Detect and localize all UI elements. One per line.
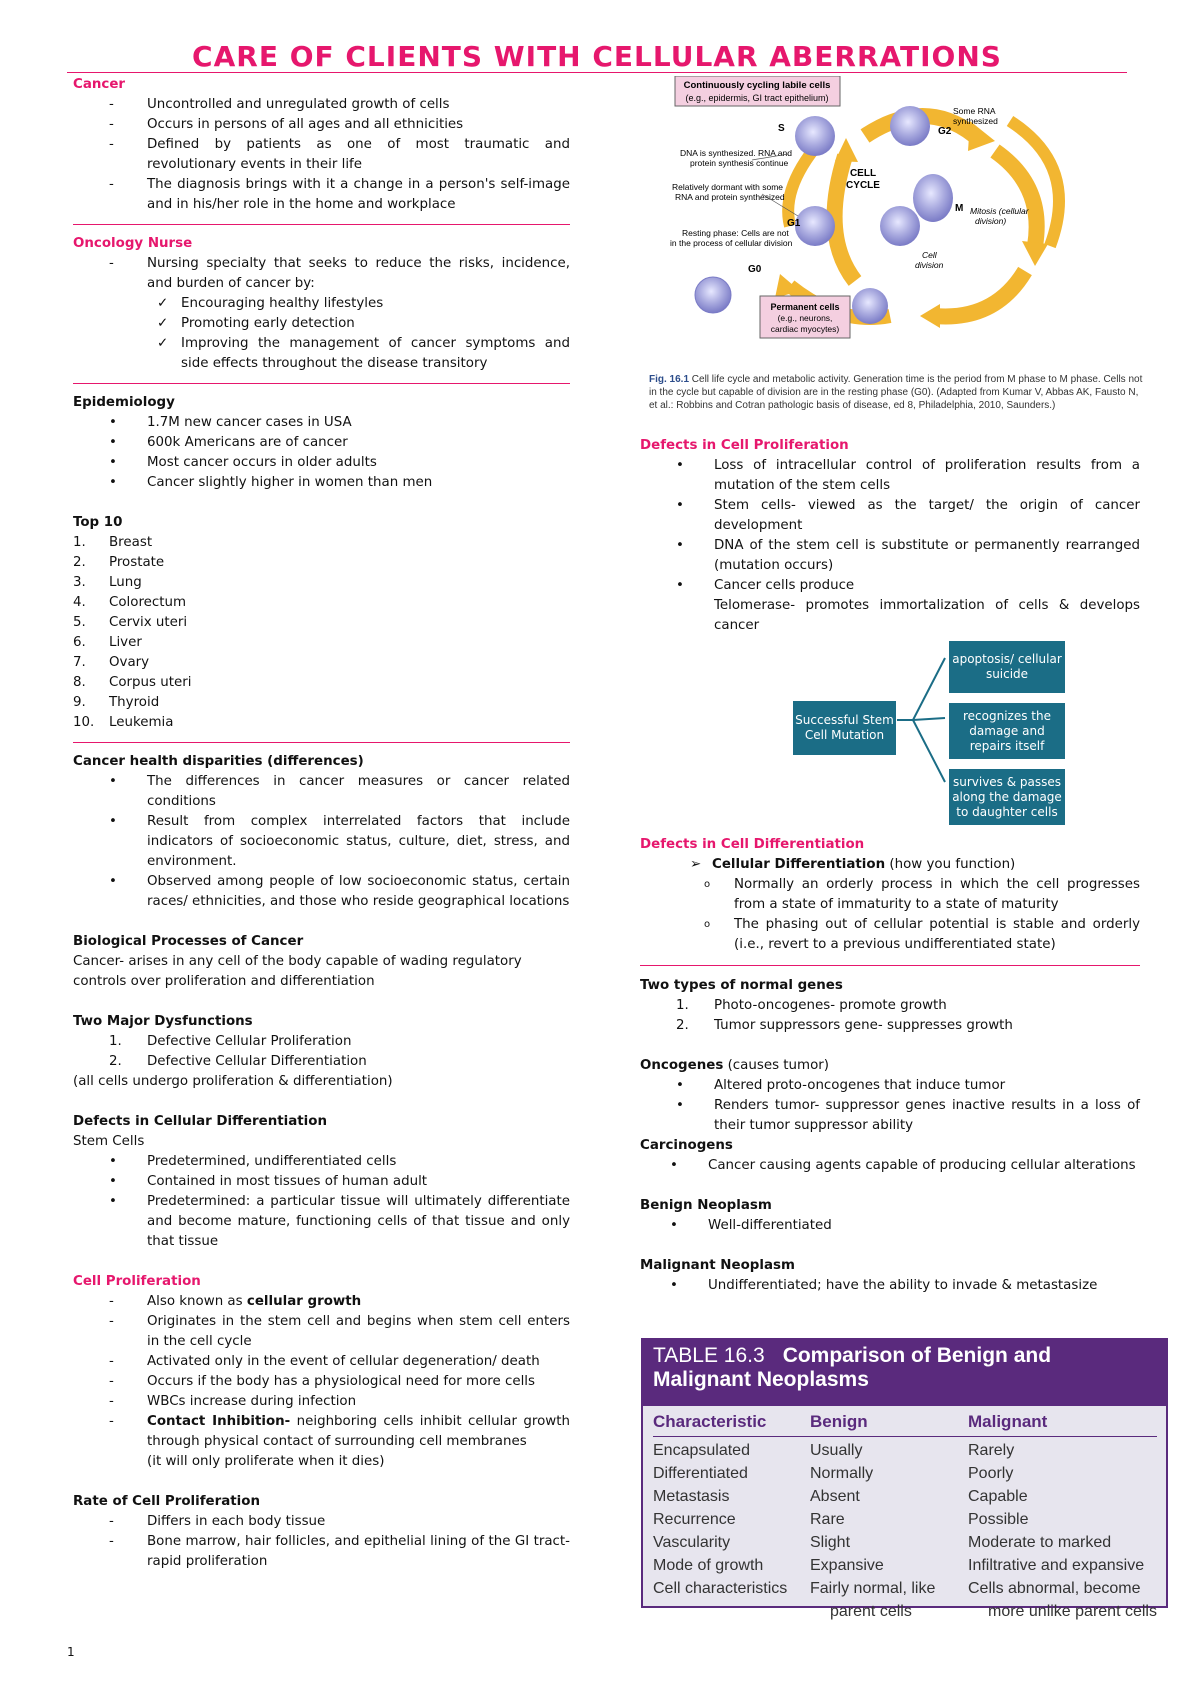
biological-heading: Biological Processes of Cancer: [73, 934, 304, 949]
cycle-center-label: CELL: [849, 168, 877, 179]
flow-root: Successful Stem Cell Mutation: [792, 700, 897, 756]
defects-cell-diff-heading: Defects in Cell Differentiation: [640, 837, 865, 852]
list-item: 3. Lung: [73, 575, 142, 590]
list-item: 4. Colorectum: [73, 595, 187, 610]
list-item: 2. Prostate: [73, 555, 165, 570]
malignant-list: [634, 1276, 1140, 1296]
title-rule: [67, 72, 1127, 73]
list-item: o Normally an orderly process in which the cell progresses from a state of immaturity to a state of maturity: [640, 875, 1140, 915]
list-item: • Predetermined: a particular tissue will ultimately differentiate and become mature, functioning cells of that tissue and only that tissue: [73, 1192, 570, 1252]
figure-caption: Fig. 16.1 Cell life cycle and metabolic activity. Generation time is the period from M phase to M phase. Cells not in the cycle but capable of division are in the resting phase (G0). (Adapted from Kumar V, Abbas AK, Fausto N, et al.: Robbins and Cotran pathologic basis of disease, ed 8, Philadelphia, 2010, Saunders.): [649, 374, 1143, 411]
list-item: • Undifferentiated; have the ability to invade & metastasize: [634, 1276, 1140, 1296]
list-item: - Uncontrolled and unregulated growth of cells: [73, 95, 570, 115]
list-item: - Differs in each body tissue: [73, 1512, 570, 1532]
flow-branch-apoptosis: apoptosis/ cellular suicide: [948, 640, 1066, 694]
cell-proliferation-heading: Cell Proliferation: [73, 1274, 201, 1289]
oncogenes-list: [640, 1076, 1140, 1136]
two-types-heading: Two types of normal genes: [640, 978, 843, 993]
list-item: 1. Photo-oncogenes- promote growth: [676, 998, 947, 1013]
top10-heading: Top 10: [73, 515, 123, 530]
oncology-nurse-heading: Oncology Nurse: [73, 236, 193, 251]
column-header: Characteristic: [653, 1412, 767, 1431]
cellular-differentiation-list: [640, 855, 1140, 875]
list-item: 1. Breast: [73, 535, 153, 550]
page-number: 1: [67, 1645, 75, 1659]
list-item: - Occurs if the body has a physiological need for more cells: [73, 1372, 570, 1392]
arrow-head: [1022, 241, 1048, 266]
permanent-cells-sub-2: cardiac myocytes): [770, 324, 840, 334]
list-item: • Cancer slightly higher in women than men: [73, 473, 570, 493]
cell-cycle-figure: [650, 76, 1160, 371]
cell-proliferation-list: [73, 1292, 570, 1472]
two-major-heading: Two Major Dysfunctions: [73, 1014, 253, 1029]
defects-proliferation-list: [640, 456, 1140, 636]
cancer-list: [73, 95, 570, 215]
rate-heading: Rate of Cell Proliferation: [73, 1494, 260, 1509]
flow-branch-survives: survives & passes along the damage to daughter cells: [948, 768, 1066, 826]
list-item: 5. Cervix uteri: [73, 615, 188, 630]
malignant-heading: Malignant Neoplasm: [640, 1258, 795, 1273]
list-item: 8. Corpus uteri: [73, 675, 192, 690]
list-item: 1. Defective Cellular Proliferation: [109, 1034, 352, 1049]
defects-diff-heading: Defects in Cellular Differentiation: [73, 1114, 327, 1129]
cell-g1: [795, 206, 835, 246]
list-item: • The differences in cancer measures or cancer related conditions: [73, 772, 570, 812]
list-item: • Loss of intracellular control of proliferation results from a mutation of the stem cells: [640, 456, 1140, 496]
list-item: 10. Leukemia: [73, 715, 174, 730]
list-item: • Cancer cells produce Telomerase- promotes immortalization of cells & develops cancer: [640, 576, 1140, 636]
cell-g2: [890, 106, 930, 146]
list-item: • DNA of the stem cell is substitute or permanently rearranged (mutation occurs): [640, 536, 1140, 576]
rate-list: [73, 1512, 570, 1572]
section-divider: [73, 224, 570, 225]
comparison-table: TABLE 16.3 Comparison of Benign and Malignant Neoplasms Characteristic Benign Malignant Encapsulated Usually Rarely Differentiated Normally Poorly Metastasis Absent Capable Recurrence Rare Possible Vascularity Slight Moderate to marked Mode of growth Expansive Infiltrative and expansive Cell characteristics Fairly normal, like Cells abnormal, become parent cells more unlike parent cells: [641, 1338, 1168, 1608]
two-major-list: [73, 1032, 570, 1072]
benign-heading: Benign Neoplasm: [640, 1198, 772, 1213]
list-item: • Observed among people of low socioeconomic status, certain races/ ethnicities, and those who reside geographical locations: [73, 872, 570, 912]
epidemiology-list: [73, 413, 570, 493]
left-column: [73, 75, 570, 1572]
table-title-2: Malignant Neoplasms: [653, 1368, 869, 1391]
label-mitosis-2: division): [975, 216, 1007, 226]
carcinogens-list: [634, 1156, 1140, 1176]
cell-division: [880, 206, 920, 246]
label-some-rna: Some RNA: [953, 106, 996, 116]
section-divider: [640, 965, 1140, 966]
list-item: • Contained in most tissues of human adult: [73, 1172, 570, 1192]
label-resting: Resting phase: Cells are not: [682, 228, 789, 238]
list-item: - WBCs increase during infection: [73, 1392, 570, 1412]
right-column-top: [640, 436, 1140, 636]
cell-s: [795, 116, 835, 156]
arrow-head: [920, 304, 940, 328]
list-item: - Nursing specialty that seeks to reduce the risks, incidence, and burden of cancer by:: [73, 254, 570, 294]
column-header: Malignant: [968, 1412, 1048, 1431]
page-title: CARE OF CLIENTS WITH CELLULAR ABERRATIONS: [192, 40, 1002, 73]
disparities-list: [73, 772, 570, 912]
list-item: - Activated only in the event of cellular degeneration/ death: [73, 1352, 570, 1372]
biological-text: Cancer- arises in any cell of the body capable of wading regulatory controls over proliferation and differentiation: [73, 954, 522, 989]
list-item: • 1.7M new cancer cases in USA: [73, 413, 570, 433]
label-mitosis: Mitosis (cellular: [970, 206, 1029, 216]
list-item: - Contact Inhibition- neighboring cells inhibit cellular growth through physical contact of surrounding cell membranes (it will only proliferate when it dies): [73, 1412, 570, 1472]
labile-cells-label: Continuously cycling labile cells: [683, 80, 831, 91]
list-item: • Renders tumor- suppressor genes inactive results in a loss of their tumor suppressor ability: [640, 1096, 1140, 1136]
flow-branch-repair: recognizes the damage and repairs itself: [948, 702, 1066, 760]
list-item: 7. Ovary: [73, 655, 150, 670]
label-some-rna-2: synthesized: [953, 116, 998, 126]
list-item: • Altered proto-oncogenes that induce tumor: [640, 1076, 1140, 1096]
list-item: 2. Tumor suppressors gene- suppresses growth: [676, 1018, 1013, 1033]
permanent-cells-label: Permanent cells: [770, 302, 840, 312]
list-item: - Defined by patients as one of most traumatic and revolutionary events in their life: [73, 135, 570, 175]
list-item: - Also known as cellular growth: [73, 1292, 570, 1312]
table-label: TABLE 16.3: [653, 1344, 765, 1367]
cellular-differentiation-sublist: [640, 875, 1140, 955]
right-column-bottom: [640, 835, 1140, 1296]
list-item: 2. Defective Cellular Differentiation: [109, 1054, 367, 1069]
list-item: ➢ Cellular Differentiation (how you function): [690, 855, 1140, 875]
list-item: - Bone marrow, hair follicles, and epithelial lining of the GI tract- rapid proliferation: [73, 1532, 570, 1572]
phase-s: S: [778, 123, 785, 134]
list-item: o The phasing out of cellular potential is stable and orderly (i.e., revert to a previous undifferentiated state): [640, 915, 1140, 955]
label-dna: DNA is synthesized. RNA and: [680, 148, 792, 158]
epidemiology-heading: Epidemiology: [73, 395, 175, 410]
list-item: - The diagnosis brings with it a change in a person's self-image and in his/her role in the home and workplace: [73, 175, 570, 215]
list-item: • 600k Americans are of cancer: [73, 433, 570, 453]
section-divider: [73, 383, 570, 384]
cell-g0: [695, 277, 731, 313]
arrow-head: [835, 138, 858, 162]
cycle-center-label-2: CYCLE: [846, 180, 880, 191]
defects-proliferation-heading: Defects in Cell Proliferation: [640, 438, 849, 453]
list-item: • Stem cells- viewed as the target/ the origin of cancer development: [640, 496, 1140, 536]
phase-g1: G1: [787, 218, 801, 229]
top10-list: [73, 533, 570, 733]
label-dormant-2: RNA and protein synthesized: [675, 192, 785, 202]
table-header: [643, 1340, 1166, 1406]
cell-m: [913, 174, 953, 222]
oncology-nurse-list: [73, 254, 570, 294]
two-major-note: (all cells undergo proliferation & differentiation): [73, 1074, 393, 1089]
cell-permanent: [852, 288, 888, 324]
table-title: Comparison of Benign and: [782, 1344, 1052, 1367]
benign-list: [634, 1216, 1140, 1236]
list-item: • Result from complex interrelated factors that include indicators of socioeconomic status, culture, diet, stress, and environment.: [73, 812, 570, 872]
oncogenes-heading: Oncogenes (causes tumor): [640, 1058, 829, 1073]
carcinogens-heading: Carcinogens: [640, 1138, 733, 1153]
cycle-arrow: [995, 151, 1037, 246]
section-divider: [73, 742, 570, 743]
check-item: ✓ Promoting early detection: [73, 314, 570, 334]
label-cell-division-2: division: [915, 260, 944, 270]
list-item: 6. Liver: [73, 635, 142, 650]
cycle-arrow: [935, 271, 1025, 316]
cancer-heading: Cancer: [73, 77, 126, 92]
mutation-flow-connectors: [895, 640, 955, 800]
label-resting-2: in the process of cellular division: [670, 238, 793, 248]
label-dna-2: protein synthesis continue: [690, 158, 789, 168]
list-item: - Occurs in persons of all ages and all ethnicities: [73, 115, 570, 135]
column-header: Benign: [810, 1412, 868, 1431]
label-cell-division: Cell: [922, 250, 937, 260]
stem-cells-label: Stem Cells: [73, 1134, 145, 1149]
disparities-heading: Cancer health disparities (differences): [73, 754, 364, 769]
check-item: ✓ Encouraging healthy lifestyles: [73, 294, 570, 314]
label-dormant: Relatively dormant with some: [672, 182, 784, 192]
permanent-cells-sub: (e.g., neurons,: [777, 313, 833, 323]
phase-g0: G0: [748, 264, 762, 275]
list-item: • Well-differentiated: [634, 1216, 1140, 1236]
labile-cells-sub: (e.g., epidermis, GI tract epithelium): [685, 93, 829, 103]
table-rule: [653, 1436, 1157, 1437]
phase-g2: G2: [938, 126, 952, 137]
list-item: • Cancer causing agents capable of producing cellular alterations: [634, 1156, 1140, 1176]
list-item: • Most cancer occurs in older adults: [73, 453, 570, 473]
check-item: ✓ Improving the management of cancer symptoms and side effects throughout the disease transitory: [73, 334, 570, 374]
list-item: 9. Thyroid: [73, 695, 160, 710]
list-item: • Predetermined, undifferentiated cells: [73, 1152, 570, 1172]
oncology-checklist: [73, 294, 570, 374]
stem-cells-list: [73, 1152, 570, 1252]
phase-m: M: [955, 203, 964, 214]
list-item: - Originates in the stem cell and begins when stem cell enters in the cell cycle: [73, 1312, 570, 1352]
two-types-list: [640, 996, 1140, 1036]
